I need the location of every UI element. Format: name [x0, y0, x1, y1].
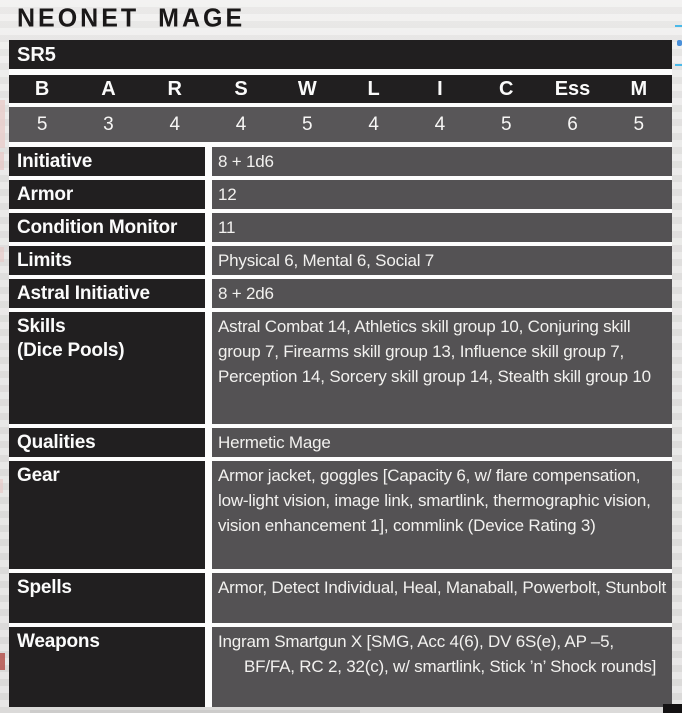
page-margin-link-mark: [677, 40, 682, 46]
row-label-sub: (Dice Pools): [17, 340, 125, 361]
attr-header-magic: M: [630, 78, 648, 100]
row-value: 8 + 2d6: [212, 279, 672, 308]
page-edge-smudge: [0, 100, 5, 148]
table-row-limits: [9, 246, 672, 275]
attr-header-logic: L: [367, 78, 380, 100]
edition-badge: SR5: [17, 44, 56, 66]
page-edge-smudge: [0, 247, 4, 262]
attr-value-magic: 5: [633, 114, 645, 135]
attr-value-willpower: 5: [302, 114, 313, 135]
attr-value-agility: 3: [103, 114, 114, 135]
row-value: Astral Combat 14, Athletics skill group 10, Conjuring skill group 7, Firearms skill group 13, Influence skill group 7, Perception 14, Sorcery skill group 14, Stealth skill group 10: [212, 312, 672, 424]
table-row-condition-monitor: [9, 213, 672, 242]
row-value: Physical 6, Mental 6, Social 7: [212, 246, 672, 275]
attribute-values-row: [9, 107, 672, 142]
row-label: Gear: [9, 461, 205, 569]
page-edge-red-mark: [0, 653, 5, 670]
table-row-weapons: [9, 627, 672, 707]
attr-value-charisma: 5: [500, 114, 512, 135]
attr-value-logic: 4: [368, 114, 379, 135]
edition-badge-bar: [9, 40, 672, 69]
row-label: Armor: [9, 180, 205, 209]
page-edge-smudge: [0, 152, 4, 170]
attr-header-charisma: C: [499, 78, 514, 100]
row-value: Armor, Detect Individual, Heal, Manaball, Powerbolt, Stunbolt: [212, 573, 672, 623]
row-value: Armor jacket, goggles [Capacity 6, w/ flare compensation, low-light vision, image link, smartlink, thermographic vision, vision enhancement 1], commlink (Device Rating 3): [212, 461, 672, 569]
row-label: Initiative: [9, 147, 205, 176]
row-value: Ingram Smartgun X [SMG, Acc 4(6), DV 6S(e), AP –5, BF/FA, RC 2, 32(c), w/ smartlink, Stick ’n’ Shock rounds]: [212, 627, 672, 707]
table-row-gear: [9, 461, 672, 569]
attr-header-agility: A: [101, 78, 116, 100]
attr-value-reaction: 4: [169, 114, 181, 135]
table-row-qualities: [9, 428, 672, 457]
row-label: [9, 312, 205, 424]
table-row-initiative: [9, 147, 672, 176]
attr-header-strength: S: [234, 78, 248, 100]
row-label-main: Skills: [17, 316, 66, 337]
stat-block: [9, 40, 672, 707]
attr-value-intuition: 4: [434, 114, 446, 135]
attr-header-body: B: [34, 78, 50, 100]
attr-header-reaction: R: [167, 78, 182, 100]
attr-header-essence: Ess: [554, 78, 591, 100]
page-title: NEONET MAGE: [17, 4, 246, 33]
row-label: Limits: [9, 246, 205, 275]
row-value: 8 + 1d6: [212, 147, 672, 176]
attr-value-body: 5: [36, 114, 48, 135]
attr-value-strength: 4: [235, 114, 247, 135]
row-label: Astral Initiative: [9, 279, 205, 308]
attr-value-essence: 6: [567, 114, 578, 135]
row-value: 12: [212, 180, 672, 209]
row-value: 11: [212, 213, 672, 242]
page-margin-link-mark: [675, 64, 682, 66]
row-label: Condition Monitor: [9, 213, 205, 242]
attr-header-willpower: W: [297, 78, 317, 100]
table-row-astral-initiative: [9, 279, 672, 308]
table-row-spells: [9, 573, 672, 623]
row-label: Weapons: [9, 627, 205, 707]
row-label: Qualities: [9, 428, 205, 457]
table-row-skills: [9, 312, 672, 424]
table-row-armor: [9, 180, 672, 209]
row-label: Spells: [9, 573, 205, 623]
page-edge-smudge: [0, 479, 3, 493]
page-margin-link-mark: [675, 25, 682, 27]
attr-header-intuition: I: [437, 78, 443, 100]
attribute-header-row: [9, 75, 672, 103]
row-value: Hermetic Mage: [212, 428, 672, 457]
